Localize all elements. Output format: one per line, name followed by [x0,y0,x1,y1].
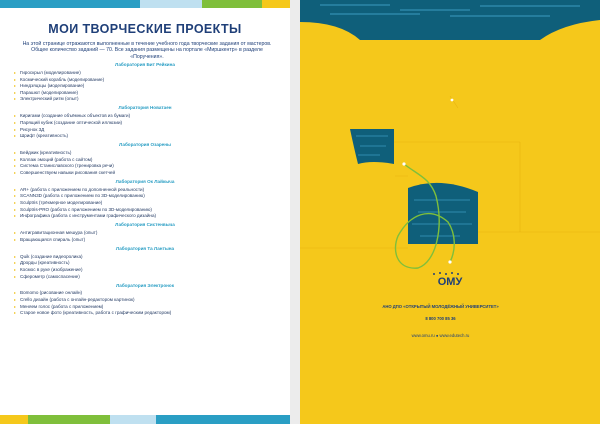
list-item-text: Космический корабль (моделирование) [20,76,105,82]
list-item [14,274,276,281]
bullet-icon: ▸ [14,236,17,242]
left-page [0,0,290,424]
list-item [14,127,276,134]
list-item [14,157,276,164]
bottom-color-stripe [0,415,290,424]
list-item-text: AR+ (работа с приложением по дополненной реальности) [20,186,145,192]
list-item [14,113,276,120]
list-item [14,230,276,237]
phone-number: 8 800 700 85 36 [425,316,456,321]
lab-title: Лаборатория Электронок [115,282,175,288]
list-item [14,77,276,84]
list-item-text: Парашют (моделирование) [20,89,79,95]
list-item-text: Quik (создание видеоролика) [20,253,83,259]
page-spine [290,0,300,424]
lab-section [14,142,276,176]
list-item [14,150,276,157]
page-title: МОИ ТВОРЧЕСКИЕ ПРОЕКТЫ [48,22,242,36]
small-dot [451,99,454,102]
bullet-icon: ▸ [14,213,17,219]
list-item [14,120,276,127]
list-item-text: Электрический ритм (опыт) [20,96,79,102]
organization-name: АНО ДПО «ОТКРЫТЫЙ МОЛОДЁЖНЫЙ УНИВЕРСИТЕТ» [382,304,499,309]
cable-plug-top [402,162,405,165]
lab-section [14,105,276,139]
list-item-text: Ниндзяцзцы (моделирование) [20,83,85,89]
lab-title: Лаборатория Новатаен [118,105,172,111]
bullet-icon: ▸ [14,96,17,102]
bullet-icon: ▸ [14,273,17,279]
lab-section [14,179,276,220]
bullet-icon: ▸ [14,186,17,192]
labs-list [14,62,276,317]
list-item-text: Рисунок 3Д [20,126,45,132]
lab-section [14,246,276,280]
bullet-icon: ▸ [14,163,17,169]
list-item [14,297,276,304]
lab-title: Лаборатория Систенвыча [115,222,175,228]
bullet-icon: ▸ [14,83,17,89]
bullet-icon: ▸ [14,303,17,309]
list-item-text: Старое новое фото (креативность, работа с графическим редактором) [20,310,172,316]
list-item-text: Меняем голос (работа с приложением) [20,303,104,309]
bullet-icon: ▸ [14,126,17,132]
list-item [14,200,276,207]
bullet-icon: ▸ [14,113,17,119]
intro-paragraph: На этой странице отражаются выполненные в течение учебного года творческие задания от мастеров. Общее количество заданий — 70. Все задания размещены на портале «Миршкентр» в разделе «Поручения». [22,41,272,60]
lab-section [14,62,276,103]
list-item [14,304,276,311]
list-item [14,254,276,261]
list-item [14,187,276,194]
list-item-text: Коллаж эмоций (работа с сайтом) [20,156,93,162]
bullet-icon: ▸ [14,150,17,156]
bullet-icon: ▸ [14,206,17,212]
list-item [14,133,276,140]
bullet-icon: ▸ [14,297,17,303]
bullet-icon: ▸ [14,76,17,82]
list-item-text: Дрорды (креативность) [20,260,70,266]
list-item [14,267,276,274]
bullet-icon: ▸ [14,89,17,95]
list-item [14,213,276,220]
list-item [14,83,276,90]
bullet-icon: ▸ [14,290,17,296]
lab-section [14,283,276,317]
bullet-icon: ▸ [14,193,17,199]
cable-plug-bottom [448,260,451,263]
bullet-icon: ▸ [14,69,17,75]
bullet-icon: ▸ [14,169,17,175]
list-item-text: Совершенствуем навыки рисования скетчей [20,169,116,175]
circuit-decoration [300,0,600,424]
lab-section [14,222,276,243]
list-item [14,70,276,77]
lab-title: Лаборатория Бит Рейкина [115,62,175,67]
lab-title: Лаборатория Озарены [119,142,171,148]
circuit-window-left [350,129,394,164]
list-item [14,193,276,200]
list-item [14,163,276,170]
bullet-icon: ▸ [14,230,17,236]
bullet-icon: ▸ [14,133,17,139]
list-item-text: Киригами (создание объёмных объектов из бумаги) [20,113,131,119]
bullet-icon: ▸ [14,266,17,272]
bullet-icon: ▸ [14,200,17,206]
bullet-icon: ▸ [14,156,17,162]
bullet-icon: ▸ [14,253,17,259]
bullet-icon: ▸ [14,119,17,125]
list-item-text: Вращающаяся спираль (опыт) [20,236,86,242]
list-item-text: Система Станиславского (тренировка речи) [20,163,114,169]
list-item-text: Bomomo (рисование онлайн) [20,290,83,296]
bullet-icon: ▸ [14,310,17,316]
list-item-text: SCANN3D (работа с приложением по 3D-моделированию) [20,193,145,199]
top-color-stripe [0,0,290,8]
list-item [14,96,276,103]
list-item-text: Антигравитационная мешура (опыт) [20,230,98,236]
list-item-text: Сферометр (самоспасение) [20,273,80,279]
list-item-text: Бейджик (креативность) [20,150,72,156]
website-links[interactable]: www.omu.ru ● www.edutech.ru [411,333,470,338]
list-item [14,260,276,267]
list-item-text: Шрифт (креативность) [20,133,69,139]
list-item-text: Sculptris-PRO (работа с приложением по 3D-моделированию) [20,206,152,212]
right-page [300,0,600,424]
list-item [14,237,276,244]
list-item-text: Sculptris (трёхмерное моделирование) [20,200,103,206]
circuit-window-right [408,183,478,244]
list-item-text: Crello дизайн (работа с онлайн-редактором картинок) [20,297,135,303]
lab-title: Лаборатория Та Лантына [115,245,175,251]
list-item-text: Космос в руке (изображение) [20,266,83,272]
list-item-text: Инфографика (работа с инструментами графического дизайна) [20,213,157,219]
lab-title: Лаборатория Ок Лайкыча [115,178,175,184]
list-item [14,170,276,177]
bullet-icon: ▸ [14,260,17,266]
omu-logo: ОМУ [437,276,463,288]
list-item-text: Гироскрыл (моделирование) [20,69,81,75]
list-item-text: Парящий кубик (создание оптической иллюзии) [20,119,123,125]
list-item [14,310,276,317]
